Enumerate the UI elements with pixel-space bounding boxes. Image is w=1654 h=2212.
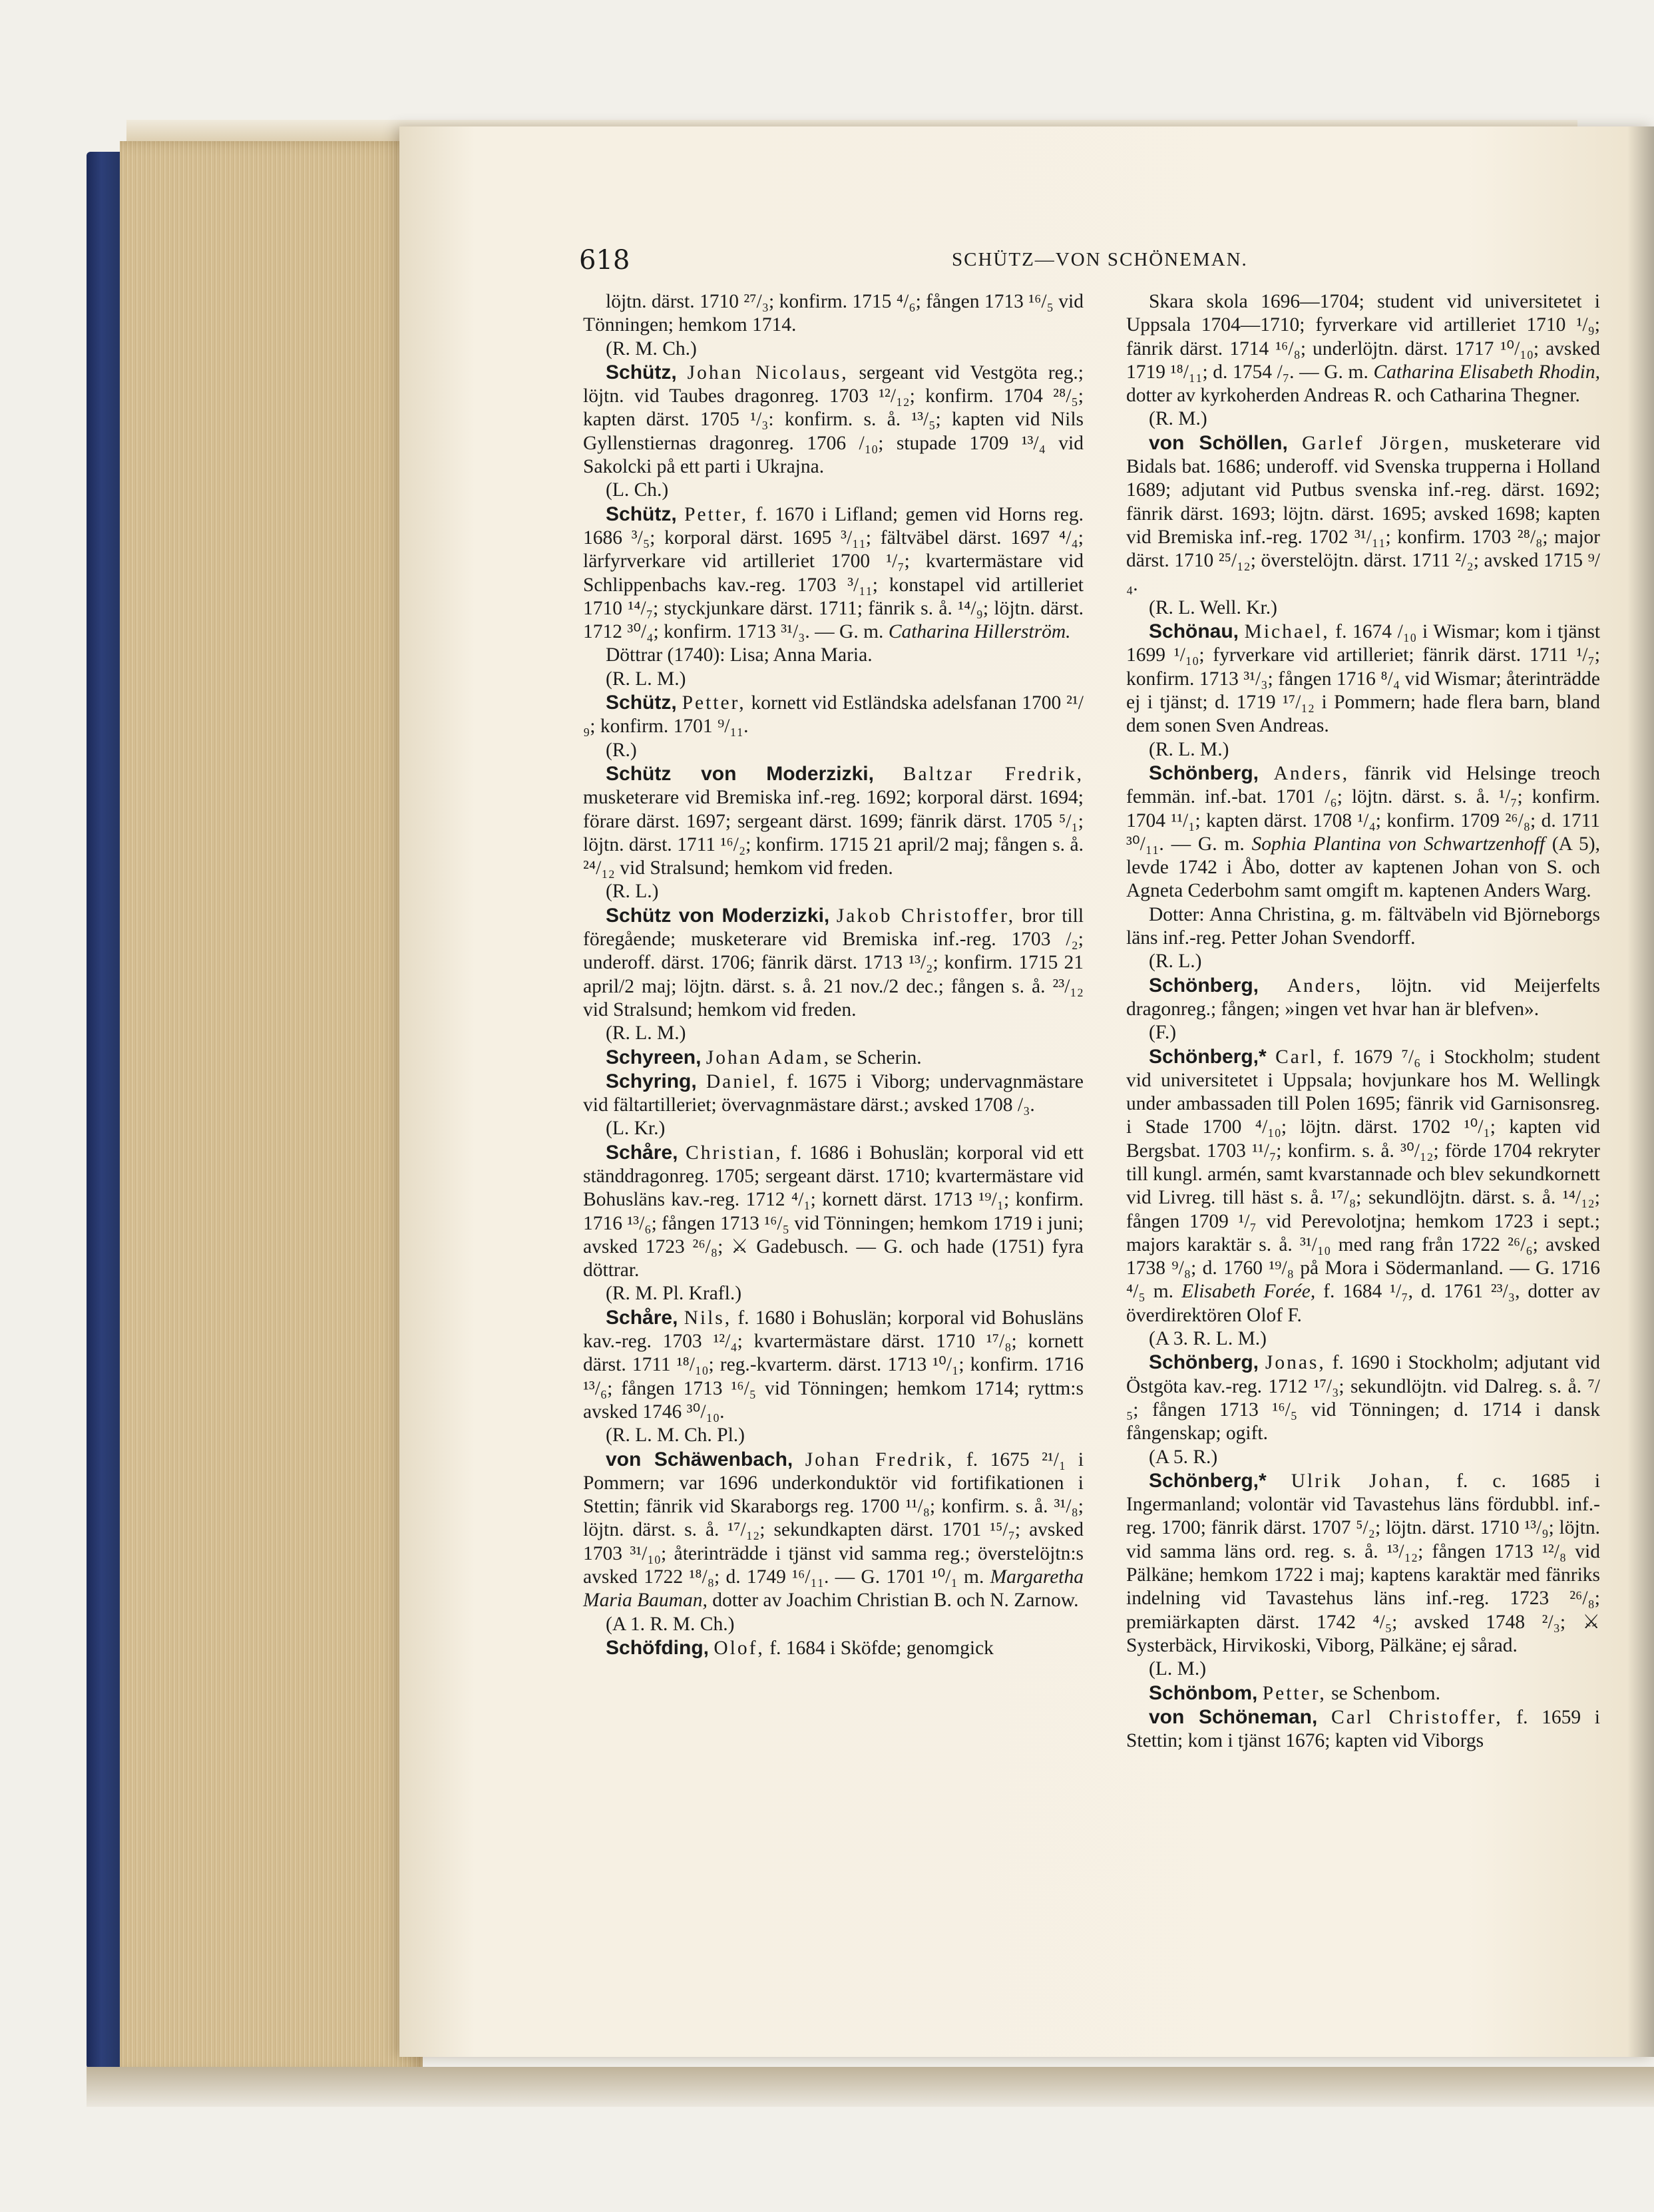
entry-body: musketerare vid Bremiska inf.-reg. 1692; korporal därst. 1694; förare därst. 1697; sergeant därst. 1699; fänrik därst. 1705 ⁵/₁; löjtn. därst. 1711 ¹⁶/₂; konfirm. 1715 21 april/2 maj; fången s. å. ²⁴/₁₂ vid Stralsund; hemkom vid freden. — [583, 787, 1084, 879]
entry-body: löjtn. vid Meijerfelts dragonreg.; fången; »ingen vet hvar han är blefven». — [1126, 975, 1600, 1020]
entry-text — [583, 479, 1084, 502]
entry-body: fänrik vid Helsinge treoch femmän. inf.-bat. 1701 /₆; löjtn. därst. s. å. ¹/₇; konfirm. 1704 ¹¹/₁; kapten därst. 1708 ¹/₄; konfirm. 1709 ²⁶/₈; d. 1711 ³⁰/₁₁. — G. m. — [1126, 762, 1601, 855]
entry-given-names: Carl Christoffer, — [1331, 1706, 1503, 1728]
entry-surname: Schönberg, — [1149, 1351, 1259, 1374]
entry-text — [1126, 290, 1600, 407]
entry-paragraph — [1126, 974, 1600, 1022]
entry-paragraph — [583, 1046, 1084, 1070]
entry-body: se Schenbom. — [1331, 1682, 1440, 1704]
entry-paragraph — [583, 1636, 1084, 1660]
entry-paragraph — [583, 691, 1084, 739]
entry-body: bror till föregående; musketerare vid Bremiska inf.-reg. 1703 /₂; underoff. därst. 1706; fänrik därst. 1713 ¹³/₂; konfirm. 1715 21 april/2 maj; löjtn. därst. s. å. 21 nov./2 dec.; fången s. å. ²³/₁₂ vid Stralsund; hemkom vid freden. — [583, 905, 1084, 1020]
entry-body: f. 1675 i Viborg; undervagnmästare vid fältartilleriet; övervagnmästare därst.; avsked 1708 /₃. — [583, 1070, 1084, 1116]
entry-paragraph — [1126, 1681, 1600, 1705]
entry-paragraph — [1126, 1705, 1600, 1753]
entry-paragraph — [1126, 762, 1600, 903]
entry-body: (R. M. Ch.) — [606, 337, 697, 359]
entry-body: (R. L.) — [606, 881, 659, 903]
entry-surname: Schütz, — [606, 503, 677, 525]
entry-body: f. 1659 i Stettin; kom i tjänst 1676; kapten vid Viborgs — [1126, 1706, 1600, 1752]
entry-body: f. 1670 i Lifland; gemen vid Horns reg. 1686 ³/₅; korporal därst. 1695 ³/₁₁; fältväbel därst. 1697 ⁴/₄; lärfyrverkare vid artilleriet 1700 ¹/₇; kvartermästare vid Schlippenbachs kav.-reg. 1703 ³/₁₁; konstapel vid artilleriet 1710 ¹⁴/₇; styckjunkare därst. 1711; fänrik s. å. ¹⁴/₉; löjtn. därst. 1712 ³⁰/₄; konfirm. 1713 ³¹/₃. — G. m. — [583, 503, 1084, 643]
page-stack-edge — [120, 141, 423, 2075]
entry-surname: von Schöllen, — [1149, 431, 1288, 454]
entry-text — [1126, 1446, 1600, 1469]
entry-body: (A 1. R. M. Ch.) — [606, 1613, 735, 1635]
entry-given-names: Christian, — [686, 1142, 783, 1164]
entry-paragraph — [1126, 1351, 1600, 1445]
entry-body: f. 1680 i Bohuslän; korporal vid Bohusläns kav.-reg. 1703 ¹²/₄; kvartermästare därst. 1710 ¹⁷/₈; kornett därst. 1711 ¹⁸/₁₀; reg.-kvarterm. därst. 1713 ¹⁰/₁; konfirm. 1716 ¹³/₆; fången 1713 ¹⁶/₅ vid Tönningen; hemkom 1714; ryttm:s avsked 1746 ³⁰/₁₀. — [583, 1307, 1084, 1423]
entry-given-names: Daniel, — [706, 1070, 777, 1092]
spouse-name: Sophia Plantina von Schwartzenhoff — [1251, 833, 1545, 855]
right-column — [1126, 290, 1600, 1753]
entry-tail: dotter av kyrkoherden Andreas R. och Catharina Thegner. — [1126, 385, 1580, 407]
entry-given-names: Jonas, — [1265, 1352, 1326, 1374]
entry-body: löjtn. därst. 1710 ²⁷/₃; konfirm. 1715 ⁴/₆; fången 1713 ¹⁶/₅ vid Tönningen; hemkom 1714. — [583, 291, 1084, 336]
entry-paragraph — [583, 904, 1084, 1022]
entry-body: (R. L. M. Ch. Pl.) — [606, 1425, 745, 1446]
entry-given-names: Petter, — [682, 692, 746, 714]
entry-surname: von Schäwenbach, — [606, 1448, 793, 1470]
entry-body: se Scherin. — [835, 1046, 922, 1068]
entry-text — [583, 668, 1084, 691]
entry-body: musketerare vid Bidals bat. 1686; underoff. vid Svenska trupperna i Holland 1689; adjutant vid Putbus svenska inf.-reg. därst. 1692; fänrik därst. 1693; löjtn. därst. 1695; avsked 1698; kapten vid Bremiska inf.-reg. 1702 ³¹/₁₁; konfirm. 1703 ²⁸/₈; major därst. 1710 ²⁵/₁₂; överstelöjtn. därst. 1711 ²/₂; avsked 1715 ⁹/₄. — [1126, 432, 1601, 595]
entry-paragraph — [583, 762, 1084, 880]
spouse-name: Elisabeth Forée, — [1181, 1281, 1316, 1303]
entry-surname: Schönberg, — [1149, 762, 1259, 784]
spouse-name: Catharina Hillerström. — [888, 621, 1071, 643]
entry-given-names: Ulrik Johan, — [1291, 1470, 1432, 1492]
entry-surname: Schönberg, — [1149, 974, 1259, 996]
entry-paragraph — [1126, 1045, 1600, 1328]
entry-text — [583, 1282, 1084, 1305]
entry-body: Skara skola 1696—1704; student vid universitetet i Uppsala 1704—1710; fyrverkare vid artilleriet 1710 ¹/₉; fänrik därst. 1714 ¹⁶/₈; underlöjtn. därst. 1717 ¹⁰/₁₀; avsked 1719 ¹⁸/₁₁; d. 1754 /₇. — G. m. — [1126, 291, 1600, 383]
entry-body: f. 1684 i Sköfde; genomgick — [769, 1637, 994, 1659]
entry-paragraph — [583, 1141, 1084, 1283]
entry-given-names: Olof, — [714, 1637, 765, 1659]
entry-body: Döttrar (1740): Lisa; Anna Maria. — [606, 644, 873, 666]
entry-body: f. 1686 i Bohuslän; korporal vid ett ständdragonreg. 1705; sergeant därst. 1710; kvartermästare vid Bohusläns kav.-reg. 1712 ⁴/₁; kornett därst. 1713 ¹⁹/₁; konfirm. 1716 ¹³/₆; fången 1713 ¹⁶/₅ vid Tönningen; hemkom 1719 i juni; avsked 1723 ²⁶/₈; ⚔ Gadebusch. — G. och hade (1751) fyra döttrar. — [583, 1142, 1084, 1281]
entry-surname: Schönbom, — [1149, 1681, 1258, 1704]
entry-text — [1126, 950, 1600, 973]
entry-body: f. 1674 /₁₀ i Wismar; kom i tjänst 1699 ¹/₁₀; fyrverkare vid artilleriet; fänrik därst. 1711 ¹/₇; konfirm. 1713 ³¹/₃; fången 1716 ⁸/₄ vid Wismar; återinträdde ej i tjänst; d. 1719 ¹⁷/₁₂ i Pommern; hade flera barn, bland dem sonen Sven Andreas. — [1126, 621, 1601, 737]
entry-surname: Schütz, — [606, 692, 677, 714]
entry-surname: Schyreen, — [606, 1046, 702, 1068]
entry-body: (L. Ch.) — [606, 479, 669, 501]
entry-body: (R. L. M.) — [606, 668, 686, 690]
entry-surname: von Schöneman, — [1149, 1705, 1318, 1728]
spouse-name: Margaretha Maria Bauman, — [583, 1566, 1084, 1612]
entry-given-names: Petter, — [684, 503, 749, 525]
entry-body: f. 1675 ²¹/₁ i Pommern; var 1696 underkonduktör vid fortifikationen i Stettin; fänrik vid Skaraborgs reg. 1700 ¹¹/₈; konfirm. s. å. ³¹/₈; löjtn. därst. s. å. ¹⁷/₁₂; sekundkapten därst. 1701 ¹⁵/₇; avsked 1703 ³¹/₁₀; återinträdde i tjänst vid samma reg.; överstelöjtn:s avsked 1722 ¹⁸/₈; d. 1749 ¹⁶/₁₁. — G. 1701 ¹⁰/₁ m. — [583, 1448, 1084, 1588]
entry-text — [1126, 596, 1600, 620]
entry-body: f. 1679 ⁷/₆ i Stockholm; student vid universitetet i Uppsala; hovjunkare hos M. Wellingk under ambassaden till Polen 1695; fänrik vid Garnisonsreg. i Stade 1700 ⁴/₁₀; löjtn. därst. 1702 ¹⁰/₁; kapten vid Bergsbat. 1703 ¹¹/₇; konfirm. s. å. ³⁰/₁₂; förde 1704 rekryter till kungl. armén, samt kvarstannade och blev sekundkornett vid Livreg. till häst s. å. ¹⁷/₈; sekundlöjtn. därst. s. å. ¹⁴/₁₂; fången 1709 ¹/₇ vid Perevolotjna; hemkom 1723 i sept.; majors karaktär s. å. ³¹/₁₀ med rang från 1722 ²⁶/₆; avsked 1738 ⁹/₈; d. 1760 ¹⁹/₈ på Mora i Södermanland. — G. 1716 ⁴/₅ m. — [1126, 1046, 1600, 1303]
entry-paragraph — [583, 503, 1084, 644]
entry-tail: dotter av Joachim Christian B. och N. Zarnow. — [712, 1590, 1079, 1612]
entry-body: (R. L. M.) — [606, 1022, 686, 1044]
entry-paragraph — [1126, 1469, 1600, 1658]
entry-given-names: Anders, — [1273, 762, 1350, 784]
entry-text — [583, 1424, 1084, 1447]
entry-surname: Schönberg,* — [1149, 1469, 1267, 1492]
entry-text — [1126, 1327, 1600, 1351]
entry-given-names: Nils, — [684, 1307, 732, 1329]
entry-paragraph — [583, 1070, 1084, 1118]
entry-given-names: Johan Nicolaus, — [687, 361, 849, 383]
entry-given-names: Petter, — [1262, 1682, 1327, 1704]
entry-text — [1126, 738, 1600, 762]
entry-given-names: Jakob Christoffer, — [836, 905, 1016, 927]
entry-body: sergeant vid Vestgöta reg.; löjtn. vid Taubes dragonreg. 1703 ¹²/₁₂; konfirm. 1704 ²⁸/₅; kapten därst. 1705 ¹/₃: konfirm. s. å. ¹³/₅; kapten vid Nils Gyllenstiernas dragonreg. 1706 /₁₀; stupade 1709 ¹³/₄ vid Sakolcki på ett parti i Ukrajna. — [583, 361, 1084, 478]
entry-body: (A 5. R.) — [1149, 1446, 1218, 1468]
entry-surname: Schönau, — [1149, 620, 1239, 643]
entry-text — [583, 1022, 1084, 1045]
entry-body: (A 3. R. L. M.) — [1149, 1328, 1267, 1350]
entry-paragraph — [1126, 431, 1600, 596]
entry-body: (L. Kr.) — [606, 1118, 666, 1140]
entry-paragraph — [583, 361, 1084, 479]
entry-body: (R. M. Pl. Krafl.) — [606, 1283, 742, 1305]
entry-paragraph — [583, 1306, 1084, 1424]
entry-text — [1126, 903, 1600, 951]
entry-text — [583, 880, 1084, 903]
entry-paragraph — [1126, 620, 1600, 738]
entry-given-names: Anders, — [1287, 975, 1363, 996]
entry-surname: Schönberg,* — [1149, 1045, 1267, 1068]
entry-text — [583, 1117, 1084, 1140]
entry-surname: Schåre, — [606, 1306, 678, 1329]
entry-tail: f. 1684 ¹/₇, d. 1761 ²³/₃, dotter av överdirektören Olof F. — [1126, 1281, 1601, 1326]
entry-text — [583, 644, 1084, 667]
entry-body: (R.) — [606, 739, 637, 761]
entry-text — [583, 739, 1084, 762]
running-head: SCHÜTZ—VON SCHÖNEMAN. — [952, 249, 1248, 270]
entry-body: f. c. 1685 i Ingermanland; volontär vid Tavastehus läns fördubbl. inf.-reg. 1700; fänrik därst. 1707 ⁵/₂; löjtn. därst. 1710 ¹³/₉; löjtn. vid samma läns ord. reg. s. å. ¹³/₁₂; fången 1713 ¹²/₈ vid Pälkäne; hemkom 1722 i maj; kaptens karaktär med fänriks indelning vid Tavastehus läns inf.-reg. 1723 ²⁶/₈; premiärkapten därst. 1742 ⁴/₅; avsked 1748 ²/₃; ⚔ Systerbäck, Hirvikoski, Viborg, Pälkäne; ej sårad. — [1126, 1470, 1601, 1656]
entry-given-names: Michael, — [1244, 621, 1330, 643]
entry-body: f. 1690 i Stockholm; adjutant vid Östgöta kav.-reg. 1712 ¹⁷/₃; sekundlöjtn. vid Dalreg. s. å. ⁷/₅; fången 1713 ¹⁶/₅ vid Tönningen; d. 1714 i dansk fångenskap; ogift. — [1126, 1352, 1600, 1444]
entry-text — [583, 1613, 1084, 1636]
entry-surname: Schütz von Moderzizki, — [606, 762, 874, 785]
entry-body: (L. M.) — [1149, 1658, 1207, 1680]
entry-surname: Schyring, — [606, 1070, 697, 1092]
entry-paragraph — [583, 1448, 1084, 1613]
left-column — [583, 290, 1084, 1660]
entry-body: (R. L.) — [1149, 951, 1202, 973]
entry-body: kornett vid Estländska adelsfanan 1700 ²¹/₉; konfirm. 1701 ⁹/₁₁. — [583, 692, 1084, 738]
entry-surname: Schåre, — [606, 1141, 678, 1164]
entry-text — [583, 290, 1084, 337]
entry-body: (R. L. Well. Kr.) — [1149, 596, 1277, 618]
book-bottom-shadow — [87, 2067, 1654, 2107]
entry-text — [1126, 407, 1600, 431]
spouse-name: Catharina Elisabeth Rhodin, — [1373, 361, 1600, 383]
entry-body: (R. M.) — [1149, 408, 1207, 430]
entry-surname: Schütz von Moderzizki, — [606, 904, 830, 927]
entry-body: (F.) — [1149, 1022, 1177, 1044]
page-gutter-shadow — [1627, 126, 1654, 2057]
entry-surname: Schöfding, — [606, 1636, 709, 1659]
entry-given-names: Johan Adam, — [706, 1046, 831, 1068]
entry-text — [583, 337, 1084, 361]
entry-text — [1126, 1021, 1600, 1044]
entry-body: Dotter: Anna Christina, g. m. fältväbeln vid Björneborgs läns inf.-reg. Petter Johan Svendorff. — [1126, 903, 1600, 949]
entry-tail: (A 5), levde 1742 i Åbo, dotter av kaptenen Johan von S. och Agneta Cederbohm samt omgift m. kaptenen Anders Warg. — [1126, 833, 1600, 902]
entry-given-names: Baltzar Fredrik, — [903, 763, 1084, 785]
entry-given-names: Garlef Jörgen, — [1301, 432, 1451, 454]
entry-text — [1126, 1658, 1600, 1681]
page-number: 618 — [579, 245, 630, 276]
entry-given-names: Johan Fredrik, — [805, 1448, 954, 1470]
entry-body: (R. L. M.) — [1149, 738, 1229, 760]
entry-given-names: Carl, — [1275, 1046, 1325, 1068]
entry-surname: Schütz, — [606, 361, 677, 383]
book-cover-edge — [87, 152, 124, 2069]
